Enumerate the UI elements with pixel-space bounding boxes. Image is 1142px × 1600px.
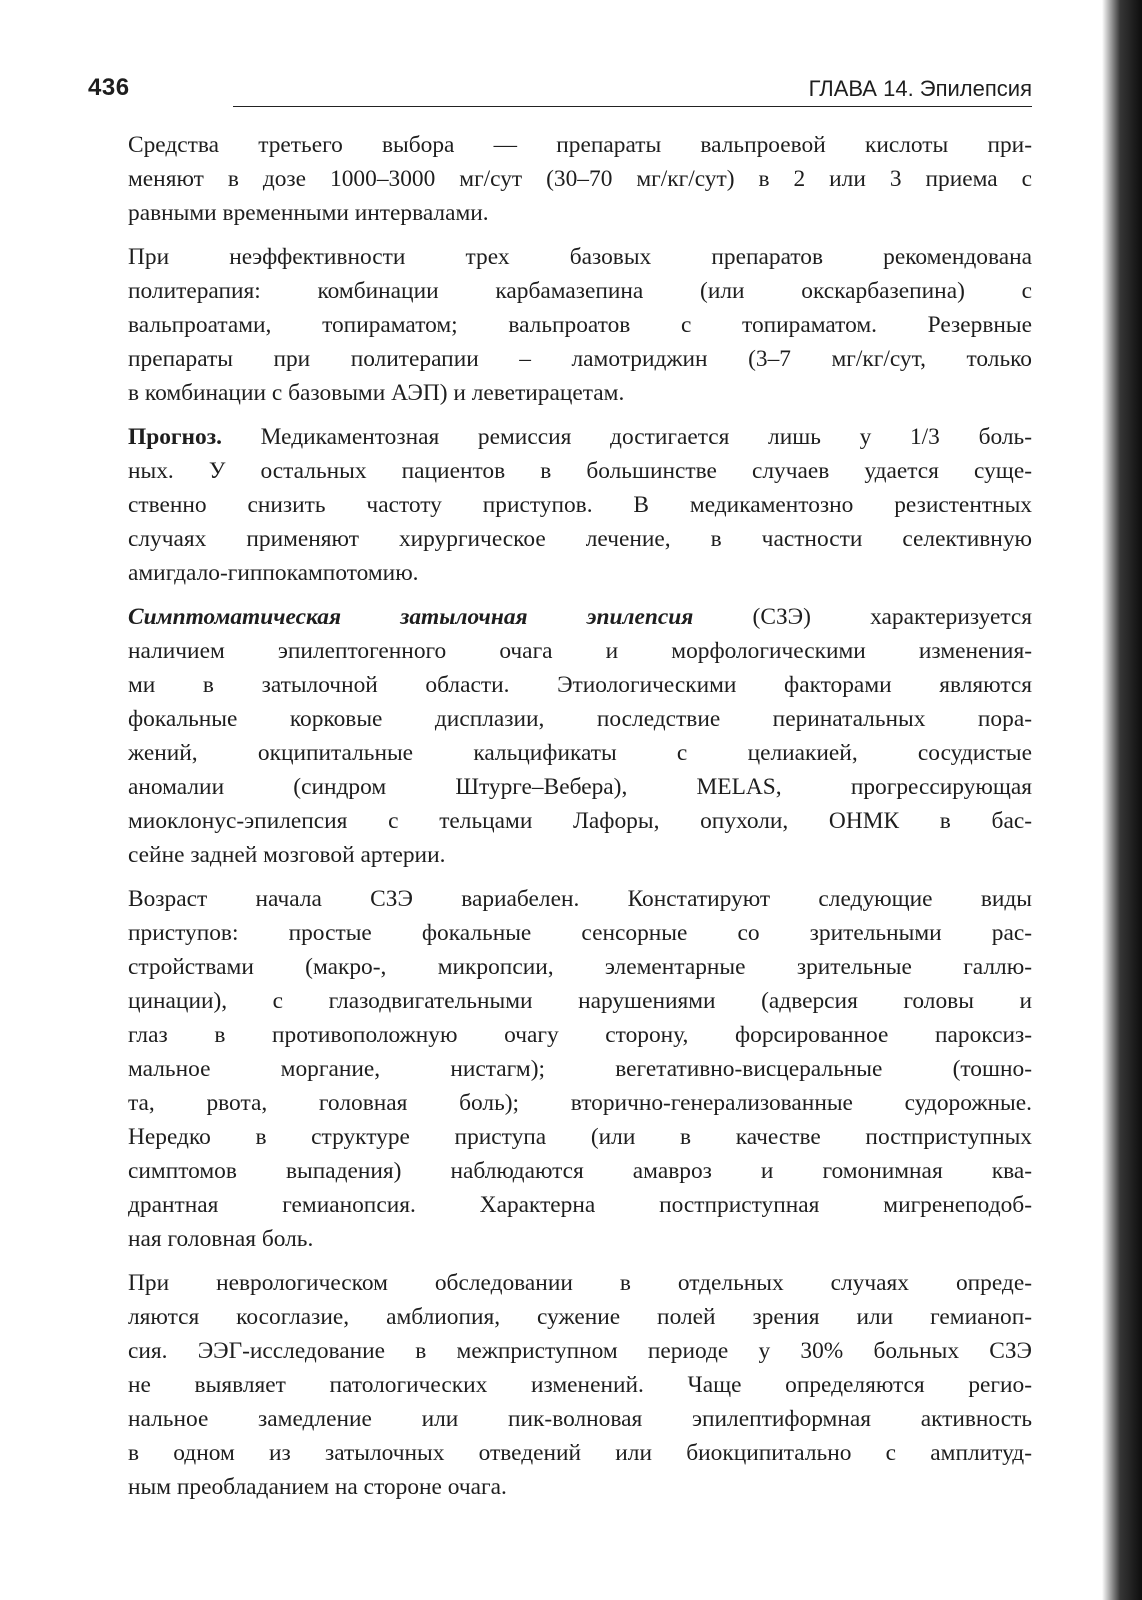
text-line [128,240,1032,274]
text-line [128,488,1032,522]
bold-italic-term: Симптоматическая затылочная эпилепсия [128,604,694,630]
line-text: Средства третьего выбора — препараты вальпроевой кислоты при- [128,132,1032,158]
line-text: сия. ЭЭГ-исследование в межприступном периоде у 30% больных СЗЭ [128,1338,1032,1364]
text-line [128,1154,1032,1188]
line-text: ственно снизить частоту приступов. В медикаментозно резистентных [128,492,1032,518]
paragraph [128,420,1032,590]
page-spine-shadow [1102,0,1142,1600]
paragraph-gap [128,590,1032,600]
paragraph-gap [128,230,1032,240]
line-text: вальпроатами, топираматом; вальпроатов с топираматом. Резервные [128,312,1032,338]
line-text: ная головная боль. [128,1226,314,1252]
text-line [128,882,1032,916]
line-text: миоклонус-эпилепсия с тельцами Лафоры, опухоли, ОНМК в бас- [128,808,1032,834]
text-line [128,736,1032,770]
running-head: ГЛАВА 14. Эпилепсия [808,76,1032,101]
text-line [128,838,1032,872]
line-text: равными временными интервалами. [128,200,489,226]
paragraph [128,1266,1032,1504]
line-text: дрантная гемианопсия. Характерна постприступная мигренеподоб- [128,1192,1032,1218]
text-line [128,1266,1032,1300]
paragraph [128,240,1032,410]
text-line [128,308,1032,342]
text-line [128,770,1032,804]
text-line [128,916,1032,950]
line-text: не выявляет патологических изменений. Чаще определяются регио- [128,1372,1032,1398]
line-text: (СЗЭ) характеризуется [693,604,1032,630]
line-text: При неэффективности трех базовых препаратов рекомендована [128,244,1032,270]
line-text: ных. У остальных пациентов в большинстве случаев удается суще- [128,458,1032,484]
line-text: наличием эпилептогенного очага и морфологическими изменения- [128,638,1032,664]
line-text: Возраст начала СЗЭ вариабелен. Констатируют следующие виды [128,886,1032,912]
line-text: Медикаментозная ремиссия достигается лишь у 1/3 боль- [221,424,1032,450]
text-line [128,522,1032,556]
line-text: При неврологическом обследовании в отдельных случаях опреде- [128,1270,1032,1296]
text-line [128,1086,1032,1120]
text-line [128,1188,1032,1222]
line-text: цинации), с глазодвигательными нарушениями (адверсия головы и [128,988,1032,1014]
text-line [128,1120,1032,1154]
line-text: симптомов выпадения) наблюдаются амавроз и гомонимная ква- [128,1158,1032,1184]
line-text: приступов: простые фокальные сенсорные со зрительными рас- [128,920,1032,946]
paragraph [128,128,1032,230]
text-line [128,702,1032,736]
paragraph-gap [128,1256,1032,1266]
text-line [128,274,1032,308]
line-text: жений, окципитальные кальцификаты с целиакией, сосудистые [128,740,1032,766]
text-line [128,1368,1032,1402]
line-text: мальное моргание, нистагм); вегетативно-висцеральные (тошно- [128,1056,1032,1082]
page-number: 436 [88,74,130,101]
text-line [128,950,1032,984]
text-line [128,128,1032,162]
line-text: ляются косоглазие, амблиопия, сужение полей зрения или гемианоп- [128,1304,1032,1330]
line-text: фокальные корковые дисплазии, последствие перинатальных пора- [128,706,1032,732]
line-text: та, рвота, головная боль); вторично-генерализованные судорожные. [128,1090,1032,1116]
paragraph [128,600,1032,872]
line-text: в комбинации с базовыми АЭП) и леветирацетам. [128,380,625,406]
text-line [128,600,1032,634]
paragraph-gap [128,872,1032,882]
text-line [128,162,1032,196]
line-text: меняют в дозе 1000–3000 мг/сут (30–70 мг/кг/сут) в 2 или 3 приема с [128,166,1032,192]
line-text: политерапия: комбинации карбамазепина (или окскарбазепина) с [128,278,1032,304]
text-line [128,196,1032,230]
line-text: в одном из затылочных отведений или биокципитально с амплитуд- [128,1440,1032,1466]
line-text: ми в затылочной области. Этиологическими факторами являются [128,672,1032,698]
line-text: ным преобладанием на стороне очага. [128,1474,507,1500]
text-line [128,420,1032,454]
line-text: глаз в противоположную очагу сторону, форсированное пароксиз- [128,1022,1032,1048]
text-line [128,1470,1032,1504]
text-line [128,1436,1032,1470]
text-line [128,804,1032,838]
line-text: препараты при политерапии – ламотриджин (3–7 мг/кг/сут, только [128,346,1032,372]
text-line [128,1018,1032,1052]
text-line [128,1402,1032,1436]
paragraph [128,882,1032,1256]
line-text: сейне задней мозговой артерии. [128,842,446,868]
page-header [88,72,1032,108]
line-text: нальное замедление или пик-волновая эпилептиформная активность [128,1406,1032,1432]
header-rule [233,106,1032,107]
text-line [128,1334,1032,1368]
line-text: стройствами (макро-, микропсии, элементарные зрительные галлю- [128,954,1032,980]
text-line [128,984,1032,1018]
line-text: амигдало-гиппокампотомию. [128,560,419,586]
text-line [128,556,1032,590]
text-line [128,454,1032,488]
text-line [128,1222,1032,1256]
line-text: аномалии (синдром Штурге–Вебера), MELAS, прогрессирующая [128,774,1032,800]
text-line [128,376,1032,410]
line-text: случаях применяют хирургическое лечение, в частности селективную [128,526,1032,552]
bold-term: Прогноз. [128,424,222,450]
text-line [128,342,1032,376]
line-text: Нередко в структуре приступа (или в качестве постприступных [128,1124,1032,1150]
text-line [128,1300,1032,1334]
body-text [128,128,1032,1504]
text-line [128,668,1032,702]
paragraph-gap [128,410,1032,420]
text-line [128,634,1032,668]
text-line [128,1052,1032,1086]
